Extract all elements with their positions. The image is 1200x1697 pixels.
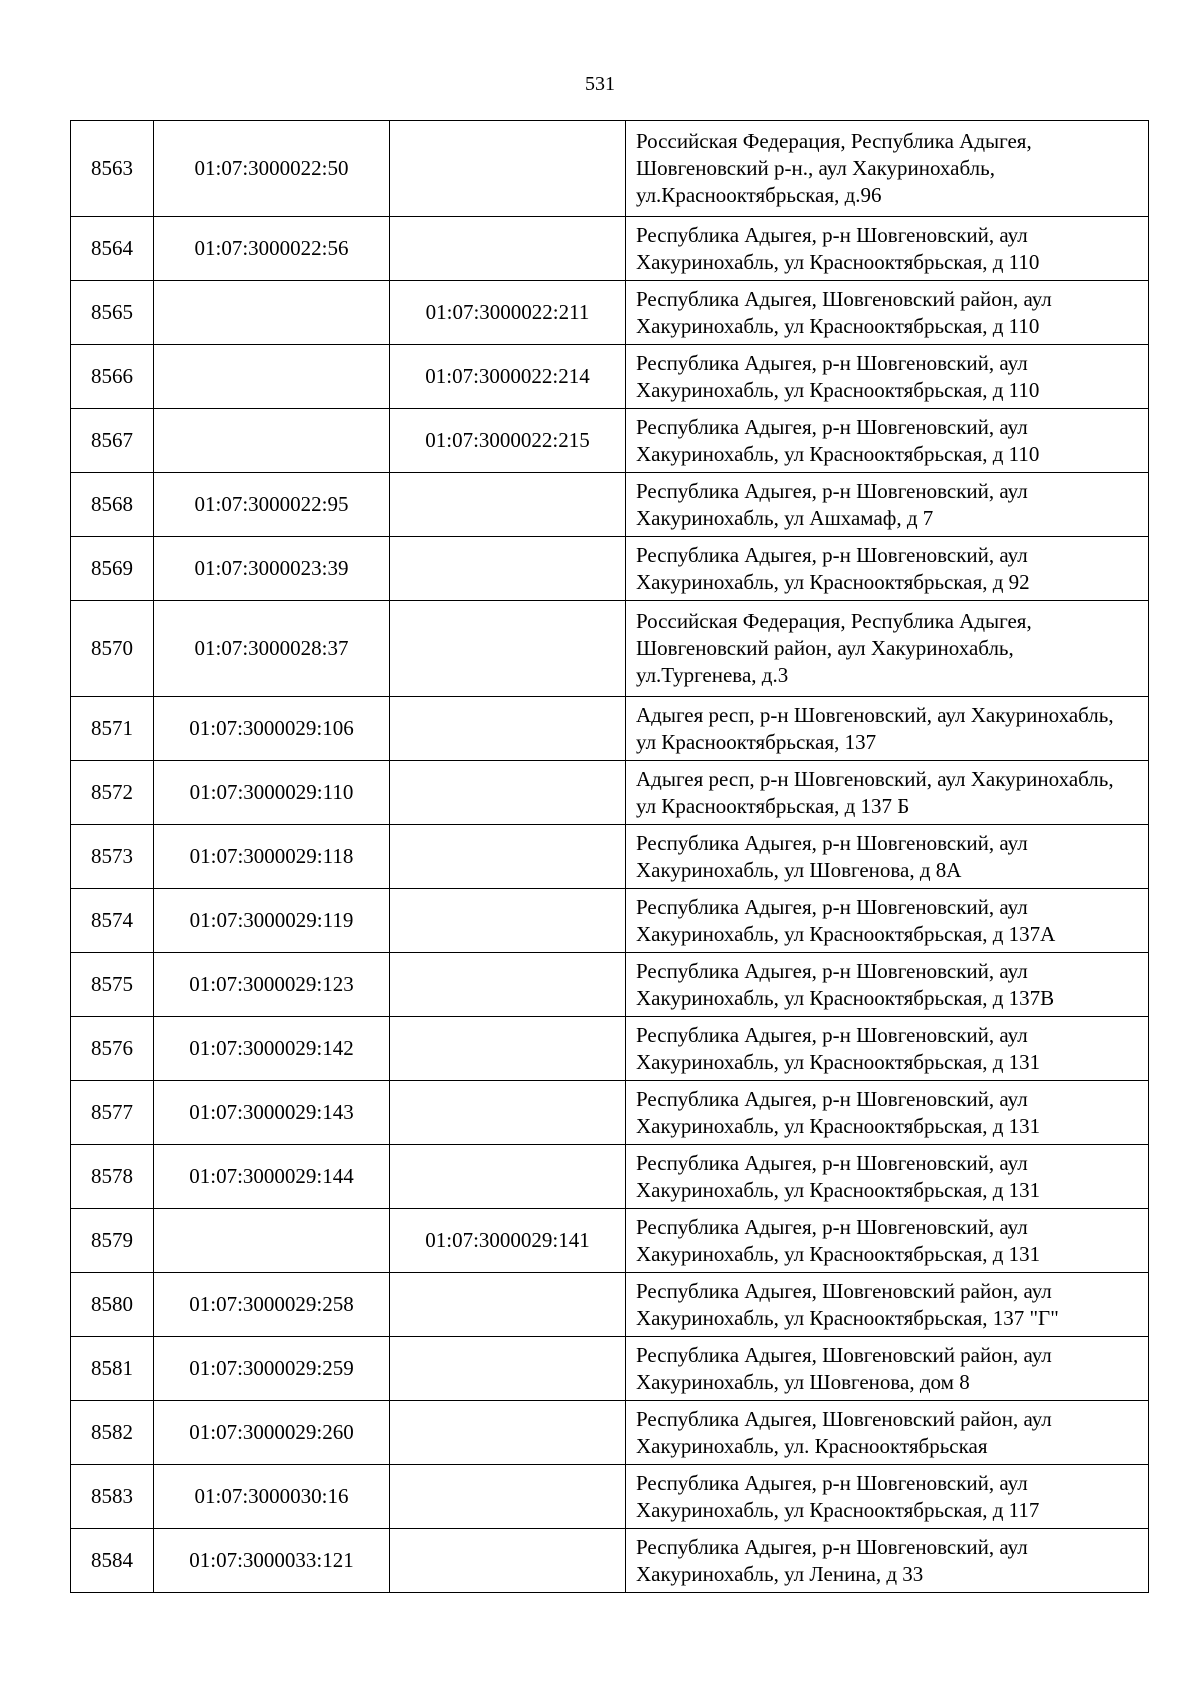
- cadastral-number: 01:07:3000029:258: [154, 1273, 390, 1337]
- table-row: [71, 1401, 1149, 1465]
- page-number: 531: [585, 73, 615, 95]
- parent-cadastral-number: [390, 473, 626, 537]
- table-row: [71, 1017, 1149, 1081]
- address: Республика Адыгея, Шовгеновский район, аул Хакуринохабль, ул. Краснооктябрьская: [626, 1401, 1149, 1465]
- parent-cadastral-number: [390, 953, 626, 1017]
- table-row: [71, 1273, 1149, 1337]
- table-row: [71, 601, 1149, 697]
- cadastral-number: 01:07:3000022:50: [154, 121, 390, 217]
- cadastral-number: 01:07:3000029:119: [154, 889, 390, 953]
- parent-cadastral-number: [390, 761, 626, 825]
- parent-cadastral-number: [390, 1145, 626, 1209]
- row-number: 8570: [71, 601, 154, 697]
- cadastral-number: 01:07:3000029:259: [154, 1337, 390, 1401]
- parent-cadastral-number: [390, 601, 626, 697]
- address: Республика Адыгея, р-н Шовгеновский, аул Хакуринохабль, ул Краснооктябрьская, д 92: [626, 537, 1149, 601]
- address: Российская Федерация, Республика Адыгея, Шовгеновский район, аул Хакуринохабль, ул.Тургенева, д.3: [626, 601, 1149, 697]
- parent-cadastral-number: [390, 121, 626, 217]
- cadastral-number: 01:07:3000029:110: [154, 761, 390, 825]
- address: Республика Адыгея, Шовгеновский район, аул Хакуринохабль, ул Краснооктябрьская, д 110: [626, 281, 1149, 345]
- row-number: 8565: [71, 281, 154, 345]
- table-row: [71, 761, 1149, 825]
- cadastral-number: [154, 1209, 390, 1273]
- table-row: [71, 697, 1149, 761]
- parent-cadastral-number: [390, 1337, 626, 1401]
- row-number: 8576: [71, 1017, 154, 1081]
- cadastral-number: 01:07:3000029:123: [154, 953, 390, 1017]
- cadastral-number: 01:07:3000022:56: [154, 217, 390, 281]
- table-row: [71, 473, 1149, 537]
- cadastral-number: 01:07:3000029:144: [154, 1145, 390, 1209]
- row-number: 8569: [71, 537, 154, 601]
- parent-cadastral-number: [390, 1401, 626, 1465]
- address: Республика Адыгея, р-н Шовгеновский, аул Хакуринохабль, ул Краснооктябрьская, д 110: [626, 345, 1149, 409]
- parent-cadastral-number: 01:07:3000022:214: [390, 345, 626, 409]
- table-row: [71, 281, 1149, 345]
- address: Республика Адыгея, р-н Шовгеновский, аул Хакуринохабль, ул Краснооктябрьская, д 137В: [626, 953, 1149, 1017]
- address: Республика Адыгея, р-н Шовгеновский, аул Хакуринохабль, ул Краснооктябрьская, д 131: [626, 1017, 1149, 1081]
- address: Республика Адыгея, Шовгеновский район, аул Хакуринохабль, ул Краснооктябрьская, 137 "Г": [626, 1273, 1149, 1337]
- row-number: 8583: [71, 1465, 154, 1529]
- row-number: 8584: [71, 1529, 154, 1593]
- parent-cadastral-number: [390, 1273, 626, 1337]
- row-number: 8572: [71, 761, 154, 825]
- address: Адыгея респ, р-н Шовгеновский, аул Хакуринохабль, ул Краснооктябрьская, 137: [626, 697, 1149, 761]
- row-number: 8582: [71, 1401, 154, 1465]
- cadastral-number: 01:07:3000029:260: [154, 1401, 390, 1465]
- row-number: 8580: [71, 1273, 154, 1337]
- address: Адыгея респ, р-н Шовгеновский, аул Хакуринохабль, ул Краснооктябрьская, д 137 Б: [626, 761, 1149, 825]
- table-row: [71, 217, 1149, 281]
- address: Республика Адыгея, р-н Шовгеновский, аул Хакуринохабль, ул Краснооктябрьская, д 110: [626, 409, 1149, 473]
- parent-cadastral-number: 01:07:3000022:215: [390, 409, 626, 473]
- table-row: [71, 345, 1149, 409]
- table-row: [71, 121, 1149, 217]
- cadastral-number: 01:07:3000029:118: [154, 825, 390, 889]
- property-registry-table: [70, 120, 1149, 1593]
- row-number: 8564: [71, 217, 154, 281]
- parent-cadastral-number: [390, 1081, 626, 1145]
- parent-cadastral-number: [390, 1465, 626, 1529]
- row-number: 8566: [71, 345, 154, 409]
- row-number: 8579: [71, 1209, 154, 1273]
- parent-cadastral-number: [390, 697, 626, 761]
- table-row: [71, 825, 1149, 889]
- row-number: 8573: [71, 825, 154, 889]
- table-row: [71, 1209, 1149, 1273]
- parent-cadastral-number: 01:07:3000029:141: [390, 1209, 626, 1273]
- parent-cadastral-number: [390, 537, 626, 601]
- row-number: 8571: [71, 697, 154, 761]
- address: Республика Адыгея, Шовгеновский район, аул Хакуринохабль, ул Шовгенова, дом 8: [626, 1337, 1149, 1401]
- address: Республика Адыгея, р-н Шовгеновский, аул Хакуринохабль, ул Ленина, д 33: [626, 1529, 1149, 1593]
- table-row: [71, 889, 1149, 953]
- row-number: 8568: [71, 473, 154, 537]
- address: Республика Адыгея, р-н Шовгеновский, аул Хакуринохабль, ул Краснооктябрьская, д 137А: [626, 889, 1149, 953]
- cadastral-number: 01:07:3000023:39: [154, 537, 390, 601]
- cadastral-number: [154, 345, 390, 409]
- table-row: [71, 1081, 1149, 1145]
- address: Российская Федерация, Республика Адыгея, Шовгеновский р-н., аул Хакуринохабль, ул.Краснооктябрьская, д.96: [626, 121, 1149, 217]
- address: Республика Адыгея, р-н Шовгеновский, аул Хакуринохабль, ул Краснооктябрьская, д 117: [626, 1465, 1149, 1529]
- table-row: [71, 1529, 1149, 1593]
- table-row: [71, 1145, 1149, 1209]
- table-row: [71, 953, 1149, 1017]
- table-row: [71, 1337, 1149, 1401]
- cadastral-number: 01:07:3000022:95: [154, 473, 390, 537]
- address: Республика Адыгея, р-н Шовгеновский, аул Хакуринохабль, ул Ашхамаф, д 7: [626, 473, 1149, 537]
- table-row: [71, 409, 1149, 473]
- cadastral-number: 01:07:3000029:142: [154, 1017, 390, 1081]
- row-number: 8581: [71, 1337, 154, 1401]
- cadastral-number: 01:07:3000033:121: [154, 1529, 390, 1593]
- address: Республика Адыгея, р-н Шовгеновский, аул Хакуринохабль, ул Краснооктябрьская, д 131: [626, 1209, 1149, 1273]
- row-number: 8563: [71, 121, 154, 217]
- row-number: 8578: [71, 1145, 154, 1209]
- cadastral-number: [154, 409, 390, 473]
- cadastral-number: 01:07:3000029:143: [154, 1081, 390, 1145]
- parent-cadastral-number: [390, 1529, 626, 1593]
- parent-cadastral-number: 01:07:3000022:211: [390, 281, 626, 345]
- row-number: 8574: [71, 889, 154, 953]
- row-number: 8575: [71, 953, 154, 1017]
- cadastral-number: 01:07:3000028:37: [154, 601, 390, 697]
- address: Республика Адыгея, р-н Шовгеновский, аул Хакуринохабль, ул Шовгенова, д 8А: [626, 825, 1149, 889]
- row-number: 8567: [71, 409, 154, 473]
- address: Республика Адыгея, р-н Шовгеновский, аул Хакуринохабль, ул Краснооктябрьская, д 110: [626, 217, 1149, 281]
- address: Республика Адыгея, р-н Шовгеновский, аул Хакуринохабль, ул Краснооктябрьская, д 131: [626, 1145, 1149, 1209]
- table-row: [71, 537, 1149, 601]
- parent-cadastral-number: [390, 1017, 626, 1081]
- parent-cadastral-number: [390, 217, 626, 281]
- address: Республика Адыгея, р-н Шовгеновский, аул Хакуринохабль, ул Краснооктябрьская, д 131: [626, 1081, 1149, 1145]
- table-row: [71, 1465, 1149, 1529]
- row-number: 8577: [71, 1081, 154, 1145]
- cadastral-number: 01:07:3000029:106: [154, 697, 390, 761]
- parent-cadastral-number: [390, 825, 626, 889]
- cadastral-number: [154, 281, 390, 345]
- table-body: [71, 121, 1149, 1593]
- parent-cadastral-number: [390, 889, 626, 953]
- cadastral-number: 01:07:3000030:16: [154, 1465, 390, 1529]
